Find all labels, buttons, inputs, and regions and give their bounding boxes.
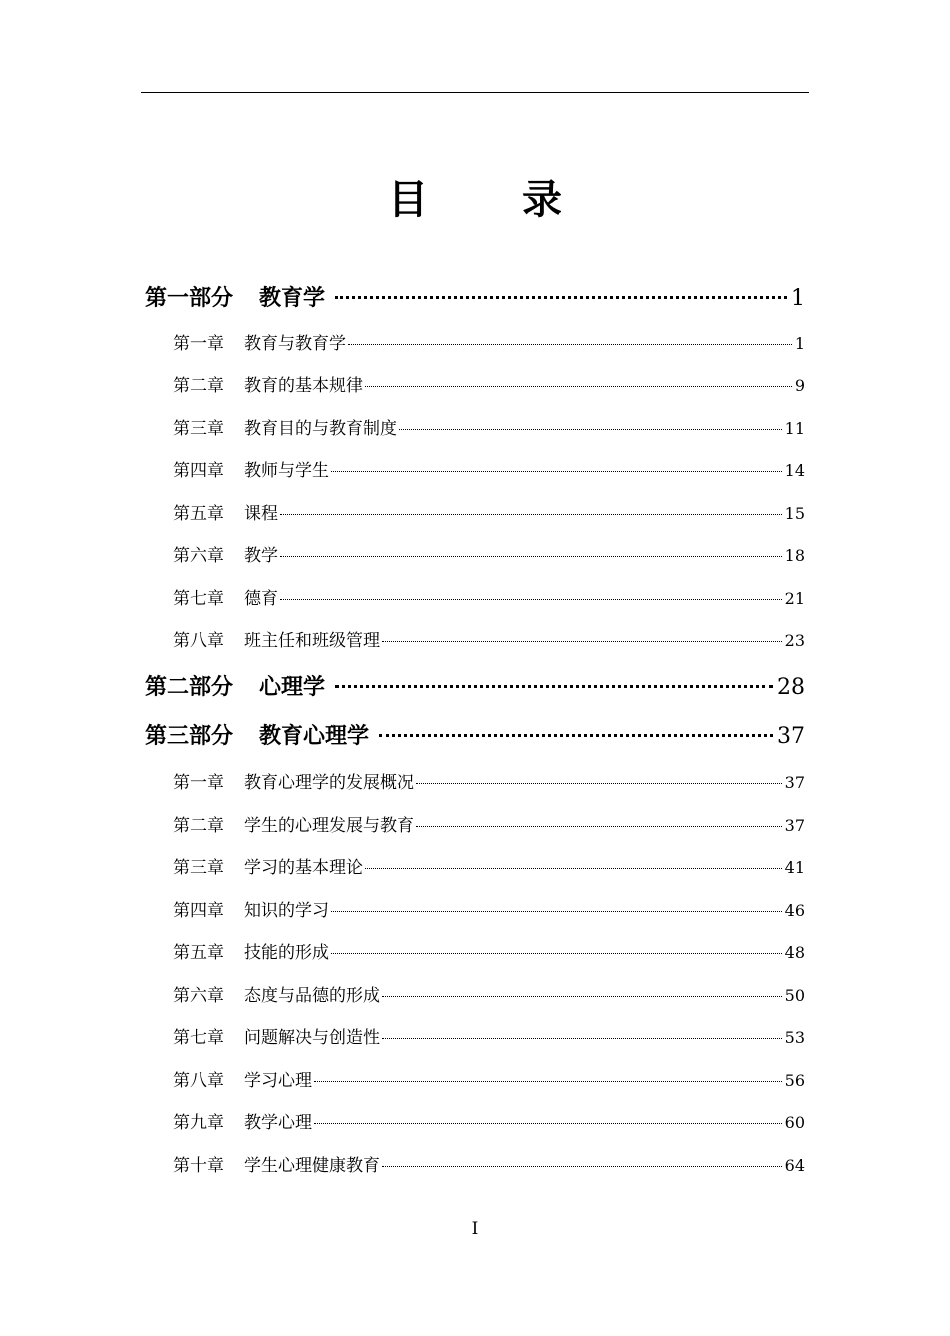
part-name: 心理学 — [259, 675, 326, 700]
page-number: 48 — [784, 943, 805, 962]
toc-chapter[interactable] — [173, 414, 805, 439]
dot-leader — [379, 734, 773, 737]
chapter-label: 第三章 — [173, 419, 224, 439]
chapter-name: 问题解决与创造性 — [244, 1028, 380, 1048]
page-number: 41 — [784, 858, 805, 877]
part-name: 教育学 — [259, 286, 326, 311]
toc-chapter[interactable] — [173, 853, 805, 878]
dot-leader — [280, 599, 782, 600]
toc-chapter[interactable] — [173, 456, 805, 481]
toc-chapter[interactable] — [173, 371, 805, 396]
chapter-name: 班主任和班级管理 — [244, 631, 380, 651]
chapter-label: 第一章 — [173, 334, 224, 354]
header-rule — [141, 92, 809, 93]
chapter-name: 学生的心理发展与教育 — [244, 816, 414, 836]
dot-leader — [280, 514, 782, 515]
chapter-label: 第六章 — [173, 546, 224, 566]
page-number: 37 — [784, 816, 805, 835]
dot-leader — [335, 296, 787, 299]
chapter-name: 学习的基本理论 — [244, 858, 363, 878]
page-number: 15 — [784, 504, 805, 523]
toc-chapter[interactable] — [173, 541, 805, 566]
page-number: 50 — [784, 986, 805, 1005]
page-number: 37 — [784, 773, 805, 792]
toc-chapter[interactable] — [173, 1108, 805, 1133]
toc-part-1[interactable] — [145, 281, 805, 312]
dot-leader — [416, 783, 782, 784]
chapter-name: 教师与学生 — [244, 461, 329, 481]
dot-leader — [335, 685, 773, 688]
chapter-name: 教育目的与教育制度 — [244, 419, 397, 439]
page-number: 60 — [784, 1113, 805, 1132]
chapter-label: 第三章 — [173, 858, 224, 878]
dot-leader — [331, 471, 782, 472]
chapter-label: 第八章 — [173, 1071, 224, 1091]
chapter-label: 第四章 — [173, 461, 224, 481]
toc-chapter[interactable] — [173, 768, 805, 793]
toc-chapter[interactable] — [173, 329, 805, 354]
chapter-name: 教学心理 — [244, 1113, 312, 1133]
dot-leader — [416, 826, 782, 827]
chapter-name: 学生心理健康教育 — [244, 1156, 380, 1176]
page-number: 37 — [777, 724, 805, 749]
chapter-label: 第七章 — [173, 589, 224, 609]
page-number: 9 — [794, 376, 805, 395]
toc-chapter[interactable] — [173, 626, 805, 651]
toc-chapter[interactable] — [173, 811, 805, 836]
part-label: 第二部分 — [145, 675, 234, 700]
chapter-label: 第七章 — [173, 1028, 224, 1048]
toc-chapter[interactable] — [173, 981, 805, 1006]
page-number: 64 — [784, 1156, 805, 1175]
dot-leader — [382, 996, 782, 997]
dot-leader — [365, 386, 792, 387]
dot-leader — [314, 1081, 782, 1082]
page-number: 11 — [784, 419, 805, 438]
chapter-label: 第五章 — [173, 504, 224, 524]
page-number: 28 — [777, 675, 805, 700]
page-number: 1 — [794, 334, 805, 353]
page-title: 目 录 — [388, 177, 602, 223]
chapter-name: 知识的学习 — [244, 901, 329, 921]
chapter-name: 学习心理 — [244, 1071, 312, 1091]
chapter-name: 教育与教育学 — [244, 334, 346, 354]
page-number: 46 — [784, 901, 805, 920]
chapter-label: 第十章 — [173, 1156, 224, 1176]
chapter-name: 态度与品德的形成 — [244, 986, 380, 1006]
toc-chapter[interactable] — [173, 938, 805, 963]
dot-leader — [399, 429, 782, 430]
page-number: 14 — [784, 461, 805, 480]
toc-chapter[interactable] — [173, 1066, 805, 1091]
toc-chapter[interactable] — [173, 1151, 805, 1176]
chapter-label: 第八章 — [173, 631, 224, 651]
part-label: 第一部分 — [145, 286, 234, 311]
page-number: 21 — [784, 589, 805, 608]
chapter-label: 第四章 — [173, 901, 224, 921]
toc-chapter[interactable] — [173, 499, 805, 524]
chapter-label: 第九章 — [173, 1113, 224, 1133]
toc-part-3[interactable] — [145, 719, 805, 750]
toc-chapter[interactable] — [173, 896, 805, 921]
dot-leader — [348, 344, 792, 345]
chapter-label: 第五章 — [173, 943, 224, 963]
dot-leader — [382, 1166, 782, 1167]
chapter-label: 第一章 — [173, 773, 224, 793]
chapter-name: 教育心理学的发展概况 — [244, 773, 414, 793]
dot-leader — [382, 641, 782, 642]
chapter-name: 教育的基本规律 — [244, 376, 363, 396]
part-label: 第三部分 — [145, 724, 234, 749]
dot-leader — [331, 911, 782, 912]
chapter-label: 第二章 — [173, 816, 224, 836]
chapter-name: 技能的形成 — [244, 943, 329, 963]
page-number: 18 — [784, 546, 805, 565]
chapter-label: 第六章 — [173, 986, 224, 1006]
toc-chapter[interactable] — [173, 1023, 805, 1048]
dot-leader — [382, 1038, 782, 1039]
chapter-name: 教学 — [244, 546, 278, 566]
toc-chapter[interactable] — [173, 584, 805, 609]
part-name: 教育心理学 — [259, 724, 370, 749]
dot-leader — [331, 953, 782, 954]
page-number: 56 — [784, 1071, 805, 1090]
chapter-name: 课程 — [244, 504, 278, 524]
page-number: 1 — [791, 286, 805, 311]
toc-part-2[interactable] — [145, 670, 805, 701]
dot-leader — [314, 1123, 782, 1124]
chapter-name: 德育 — [244, 589, 278, 609]
page-number: 53 — [784, 1028, 805, 1047]
page-footer-number: I — [471, 1219, 479, 1239]
dot-leader — [365, 868, 782, 869]
page-number: 23 — [784, 631, 805, 650]
dot-leader — [280, 556, 782, 557]
chapter-label: 第二章 — [173, 376, 224, 396]
